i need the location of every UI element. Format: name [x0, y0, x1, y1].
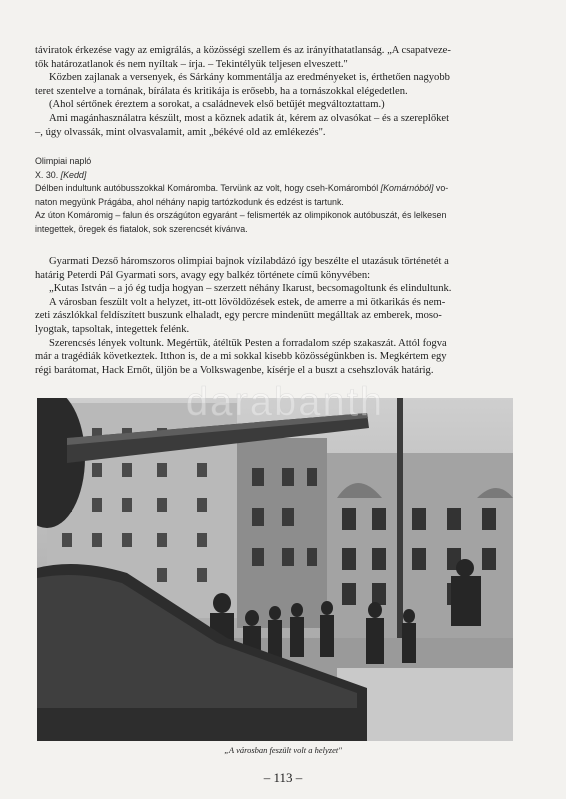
olympic-diary — [35, 155, 511, 236]
text-line: Gyarmati Dezső háromszoros olimpiai bajnok vízilabdázó így beszélte el utazásuk történetét a — [49, 256, 449, 267]
text-line: Közben zajlanak a versenyek, és Sárkány kommentálja az eredményeket is, érthetően nagyobb — [49, 72, 450, 84]
text-line: (Ahol sértőnek éreztem a sorokat, a családnevek első betűjét megváltoztattam.) — [49, 99, 385, 111]
diary-text: Az úton Komáromig – falun és országúton egyaránt – felismerték az olimpikonok autóbuszát, és lelkesen — [35, 210, 447, 220]
diary-text: naton megyünk Prágába, ahol néhány napig tartózkodunk és edzést is tartunk. — [35, 196, 344, 207]
intro-text — [35, 44, 511, 139]
gyarmati-story-text — [35, 255, 511, 377]
text-line: tők határozatlanok és nem nyíltak – írja. – Tekintélyük teljesen elveszett." — [35, 58, 348, 70]
text-line: már a tragédiák következtek. Itthon is, de a mi sokkal kisebb közösségünkben is. Megkértem egy — [35, 351, 447, 363]
watermark: darabanth — [185, 380, 385, 424]
diary-line — [35, 223, 511, 237]
historic-photo — [37, 398, 513, 741]
photo-caption: „A városban feszült volt a helyzet" — [224, 745, 342, 755]
text-line: „Kutas István – a jó ég tudja hogyan – szerzett néhány Ikarust, becsomagoltunk és elindultunk. — [49, 283, 452, 295]
text-line: Ami magánhasználatra készült, most a köznek adatik át, kérem az olvasókat – és a szereplőket — [49, 112, 450, 124]
diary-text: vo- — [433, 183, 449, 193]
text-line: zeti zászlókkal feldíszített buszunk elhaladt, egy percre mindenütt megálltak az emberek, moso- — [35, 310, 442, 322]
diary-date: X. 30. — [35, 169, 59, 180]
page-number: – 113 – — [263, 770, 303, 785]
diary-line — [35, 209, 511, 223]
street-scene-photo — [37, 398, 513, 741]
text-line: táviratok érkezése vagy az emigrálás, a közösségi szellem és az irányíthatatlanság. „A csapatveze- — [35, 45, 451, 56]
text-line: A városban feszült volt a helyzet, itt-ott lövöldözések estek, de amerre a mi ötkarikás és nem- — [49, 296, 446, 308]
diary-text: Délben indultunk autóbusszokkal Komáromba. Tervünk az volt, hogy cseh-Komáromból — [35, 183, 381, 193]
diary-line — [35, 196, 511, 210]
diary-heading: Olimpiai napló — [35, 156, 92, 166]
diary-date-line — [35, 169, 511, 183]
diary-body — [35, 182, 511, 236]
text-line: lyogtak, tapsoltak, integettek felénk. — [35, 323, 190, 335]
text-line: Szerencsés lények voltunk. Megértük, átéltük Pesten a forradalom szép szakaszát. Attól fogva — [49, 337, 447, 349]
diary-italic-note: [Komárnóból] — [380, 183, 434, 193]
diary-text: integettek, öregek és fiatalok, sok szerencsét kívánva. — [35, 223, 248, 234]
text-line: régi barátomat, Hack Ernőt, üljön be a Volkswagenbe, kísérje el a buszt a csehszlovák határig. — [35, 364, 434, 376]
diary-day: [Kedd] — [60, 169, 87, 180]
text-line: teret szentelve a tornának, bírálata és kritikája is erősebb, ha a tornászokkal elégedetlen. — [35, 85, 408, 97]
text-line: határig Peterdi Pál Gyarmati sors, avagy egy balkéz története című könyvében: — [35, 269, 371, 281]
diary-line — [35, 182, 511, 196]
text-line: –, úgy olvassák, mint olvasvalamit, amit „békévé old az emlékezés". — [35, 126, 326, 138]
